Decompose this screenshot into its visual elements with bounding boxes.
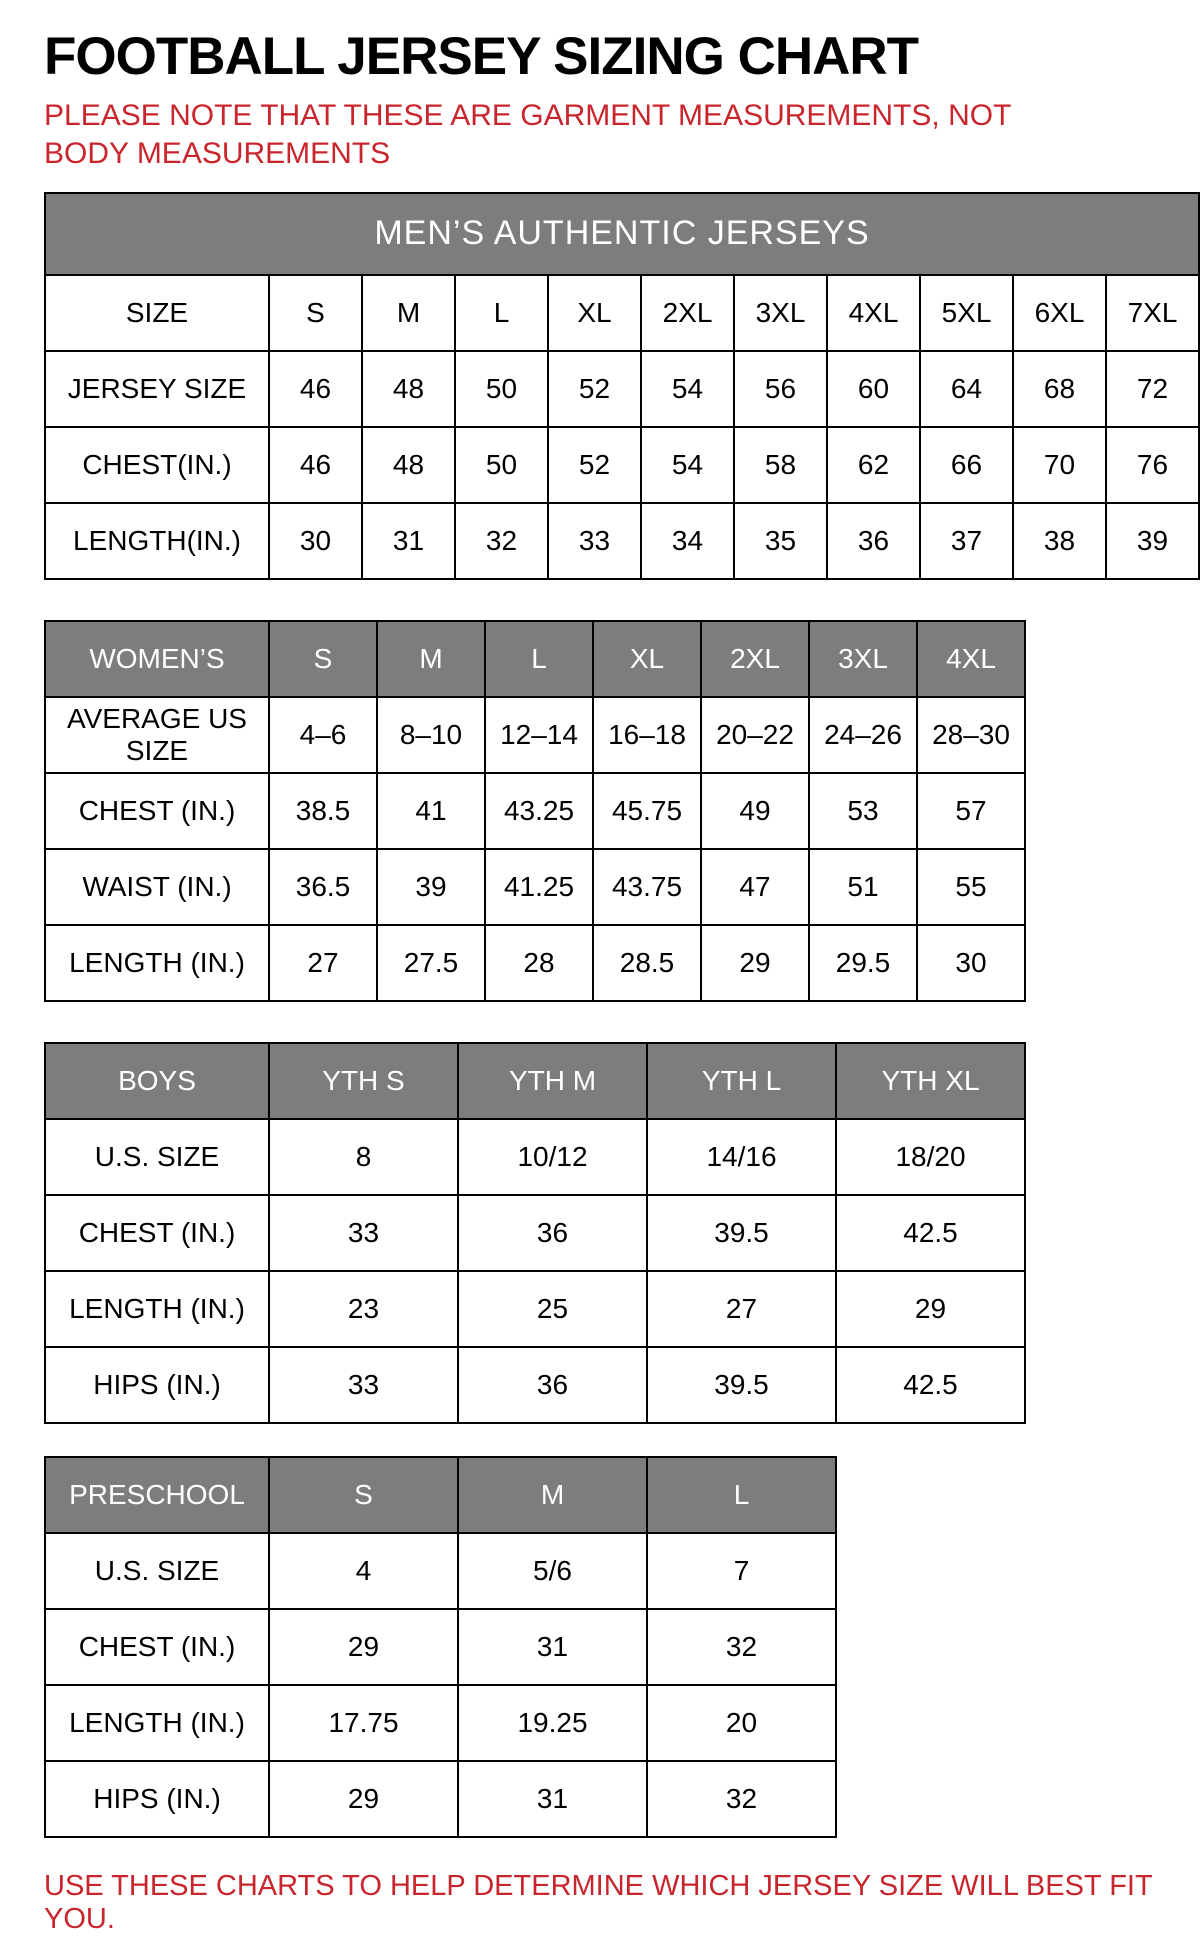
- row-label-cell: JERSEY SIZE: [45, 351, 269, 427]
- data-row: [45, 503, 1199, 579]
- value-cell: 25: [458, 1271, 647, 1347]
- value-cell: 33: [269, 1195, 458, 1271]
- value-cell: 34: [641, 503, 734, 579]
- row-label-cell: LENGTH(IN.): [45, 503, 269, 579]
- mens-authentic-jerseys-section: [44, 192, 1178, 580]
- value-cell: 49: [701, 773, 809, 849]
- row-label-cell: HIPS (IN.): [45, 1347, 269, 1423]
- value-cell: 33: [269, 1347, 458, 1423]
- value-cell: 36: [458, 1195, 647, 1271]
- header-cell: L: [485, 621, 593, 697]
- value-cell: 39: [1106, 503, 1199, 579]
- header-row: [45, 275, 1199, 351]
- header-cell: YTH XL: [836, 1043, 1025, 1119]
- data-row: [45, 697, 1025, 773]
- value-cell: 66: [920, 427, 1013, 503]
- value-cell: 32: [455, 503, 548, 579]
- value-cell: 29: [836, 1271, 1025, 1347]
- data-row: [45, 1271, 1025, 1347]
- value-cell: 31: [362, 503, 455, 579]
- row-label-cell: LENGTH (IN.): [45, 1271, 269, 1347]
- data-row: [45, 925, 1025, 1001]
- data-row: [45, 1609, 836, 1685]
- value-cell: 56: [734, 351, 827, 427]
- value-cell: 29.5: [809, 925, 917, 1001]
- value-cell: 32: [647, 1761, 836, 1837]
- header-cell: S: [269, 1457, 458, 1533]
- value-cell: 29: [269, 1609, 458, 1685]
- header-cell: S: [269, 621, 377, 697]
- header-row: [45, 1457, 836, 1533]
- value-cell: 35: [734, 503, 827, 579]
- garment-measurement-note: PLEASE NOTE THAT THESE ARE GARMENT MEASUREMENTS, NOT BODY MEASUREMENTS: [44, 99, 1011, 170]
- value-cell: 28–30: [917, 697, 1025, 773]
- value-cell: 60: [827, 351, 920, 427]
- value-cell: 17.75: [269, 1685, 458, 1761]
- value-cell: 8: [269, 1119, 458, 1195]
- data-row: [45, 1685, 836, 1761]
- header-cell: XL: [593, 621, 701, 697]
- value-cell: 27: [269, 925, 377, 1001]
- value-cell: 7: [647, 1533, 836, 1609]
- value-cell: 31: [458, 1609, 647, 1685]
- value-cell: 42.5: [836, 1347, 1025, 1423]
- value-cell: 42.5: [836, 1195, 1025, 1271]
- row-label-cell: U.S. SIZE: [45, 1119, 269, 1195]
- data-row: [45, 351, 1199, 427]
- data-row: [45, 1347, 1025, 1423]
- value-cell: 47: [701, 849, 809, 925]
- header-cell: SIZE: [45, 275, 269, 351]
- header-cell: S: [269, 275, 362, 351]
- value-cell: 20–22: [701, 697, 809, 773]
- value-cell: 14/16: [647, 1119, 836, 1195]
- row-label-cell: CHEST(IN.): [45, 427, 269, 503]
- data-row: [45, 427, 1199, 503]
- header-cell: L: [455, 275, 548, 351]
- row-label-cell: LENGTH (IN.): [45, 925, 269, 1001]
- value-cell: 29: [701, 925, 809, 1001]
- preschool-section: [44, 1456, 1165, 1838]
- page-title: FOOTBALL JERSEY SIZING CHART: [44, 27, 919, 86]
- header-cell: 2XL: [701, 621, 809, 697]
- value-cell: 12–14: [485, 697, 593, 773]
- value-cell: 53: [809, 773, 917, 849]
- value-cell: 37: [920, 503, 1013, 579]
- value-cell: 32: [647, 1609, 836, 1685]
- value-cell: 28: [485, 925, 593, 1001]
- value-cell: 24–26: [809, 697, 917, 773]
- value-cell: 55: [917, 849, 1025, 925]
- header-cell: YTH S: [269, 1043, 458, 1119]
- data-row: [45, 1533, 836, 1609]
- data-row: [45, 773, 1025, 849]
- value-cell: 45.75: [593, 773, 701, 849]
- header-cell: 6XL: [1013, 275, 1106, 351]
- value-cell: 57: [917, 773, 1025, 849]
- value-cell: 70: [1013, 427, 1106, 503]
- value-cell: 30: [917, 925, 1025, 1001]
- value-cell: 4–6: [269, 697, 377, 773]
- value-cell: 27: [647, 1271, 836, 1347]
- header-cell: WOMEN’S: [45, 621, 269, 697]
- value-cell: 68: [1013, 351, 1106, 427]
- value-cell: 48: [362, 351, 455, 427]
- value-cell: 38.5: [269, 773, 377, 849]
- footer-note: USE THESE CHARTS TO HELP DETERMINE WHICH JERSEY SIZE WILL BEST FIT YOU.: [44, 1870, 1153, 1935]
- header-cell: 4XL: [917, 621, 1025, 697]
- mens-table-banner: MEN’S AUTHENTIC JERSEYS: [44, 192, 1200, 274]
- header-cell: 4XL: [827, 275, 920, 351]
- row-label-cell: HIPS (IN.): [45, 1761, 269, 1837]
- value-cell: 38: [1013, 503, 1106, 579]
- value-cell: 52: [548, 351, 641, 427]
- value-cell: 36: [458, 1347, 647, 1423]
- value-cell: 31: [458, 1761, 647, 1837]
- preschool-sizing-table: [44, 1456, 837, 1838]
- value-cell: 41: [377, 773, 485, 849]
- value-cell: 46: [269, 351, 362, 427]
- row-label-cell: CHEST (IN.): [45, 1609, 269, 1685]
- value-cell: 48: [362, 427, 455, 503]
- value-cell: 50: [455, 351, 548, 427]
- value-cell: 72: [1106, 351, 1199, 427]
- value-cell: 52: [548, 427, 641, 503]
- value-cell: 10/12: [458, 1119, 647, 1195]
- value-cell: 8–10: [377, 697, 485, 773]
- header-cell: YTH M: [458, 1043, 647, 1119]
- value-cell: 20: [647, 1685, 836, 1761]
- value-cell: 4: [269, 1533, 458, 1609]
- womens-sizing-table: [44, 620, 1026, 1002]
- value-cell: 43.25: [485, 773, 593, 849]
- row-label-cell: LENGTH (IN.): [45, 1685, 269, 1761]
- header-cell: 5XL: [920, 275, 1013, 351]
- row-label-cell: AVERAGE US SIZE: [45, 697, 269, 773]
- value-cell: 39: [377, 849, 485, 925]
- boys-section: [44, 1042, 1165, 1424]
- value-cell: 18/20: [836, 1119, 1025, 1195]
- value-cell: 33: [548, 503, 641, 579]
- value-cell: 39.5: [647, 1347, 836, 1423]
- mens-sizing-table: [44, 274, 1200, 580]
- header-cell: BOYS: [45, 1043, 269, 1119]
- boys-sizing-table: [44, 1042, 1026, 1424]
- value-cell: 23: [269, 1271, 458, 1347]
- data-row: [45, 1119, 1025, 1195]
- header-cell: PRESCHOOL: [45, 1457, 269, 1533]
- row-label-cell: CHEST (IN.): [45, 773, 269, 849]
- value-cell: 28.5: [593, 925, 701, 1001]
- value-cell: 62: [827, 427, 920, 503]
- data-row: [45, 849, 1025, 925]
- value-cell: 54: [641, 427, 734, 503]
- row-label-cell: CHEST (IN.): [45, 1195, 269, 1271]
- header-cell: M: [377, 621, 485, 697]
- header-cell: YTH L: [647, 1043, 836, 1119]
- value-cell: 50: [455, 427, 548, 503]
- value-cell: 51: [809, 849, 917, 925]
- header-cell: 2XL: [641, 275, 734, 351]
- header-cell: XL: [548, 275, 641, 351]
- value-cell: 36: [827, 503, 920, 579]
- value-cell: 5/6: [458, 1533, 647, 1609]
- row-label-cell: U.S. SIZE: [45, 1533, 269, 1609]
- womens-section: [44, 620, 1165, 1002]
- value-cell: 46: [269, 427, 362, 503]
- header-row: [45, 621, 1025, 697]
- value-cell: 19.25: [458, 1685, 647, 1761]
- data-row: [45, 1761, 836, 1837]
- data-row: [45, 1195, 1025, 1271]
- row-label-cell: WAIST (IN.): [45, 849, 269, 925]
- value-cell: 29: [269, 1761, 458, 1837]
- header-cell: M: [362, 275, 455, 351]
- header-cell: 7XL: [1106, 275, 1199, 351]
- value-cell: 30: [269, 503, 362, 579]
- header-row: [45, 1043, 1025, 1119]
- header-cell: 3XL: [809, 621, 917, 697]
- header-cell: M: [458, 1457, 647, 1533]
- header-cell: 3XL: [734, 275, 827, 351]
- value-cell: 39.5: [647, 1195, 836, 1271]
- value-cell: 41.25: [485, 849, 593, 925]
- value-cell: 54: [641, 351, 734, 427]
- value-cell: 36.5: [269, 849, 377, 925]
- value-cell: 64: [920, 351, 1013, 427]
- value-cell: 27.5: [377, 925, 485, 1001]
- header-cell: L: [647, 1457, 836, 1533]
- value-cell: 16–18: [593, 697, 701, 773]
- value-cell: 76: [1106, 427, 1199, 503]
- value-cell: 43.75: [593, 849, 701, 925]
- value-cell: 58: [734, 427, 827, 503]
